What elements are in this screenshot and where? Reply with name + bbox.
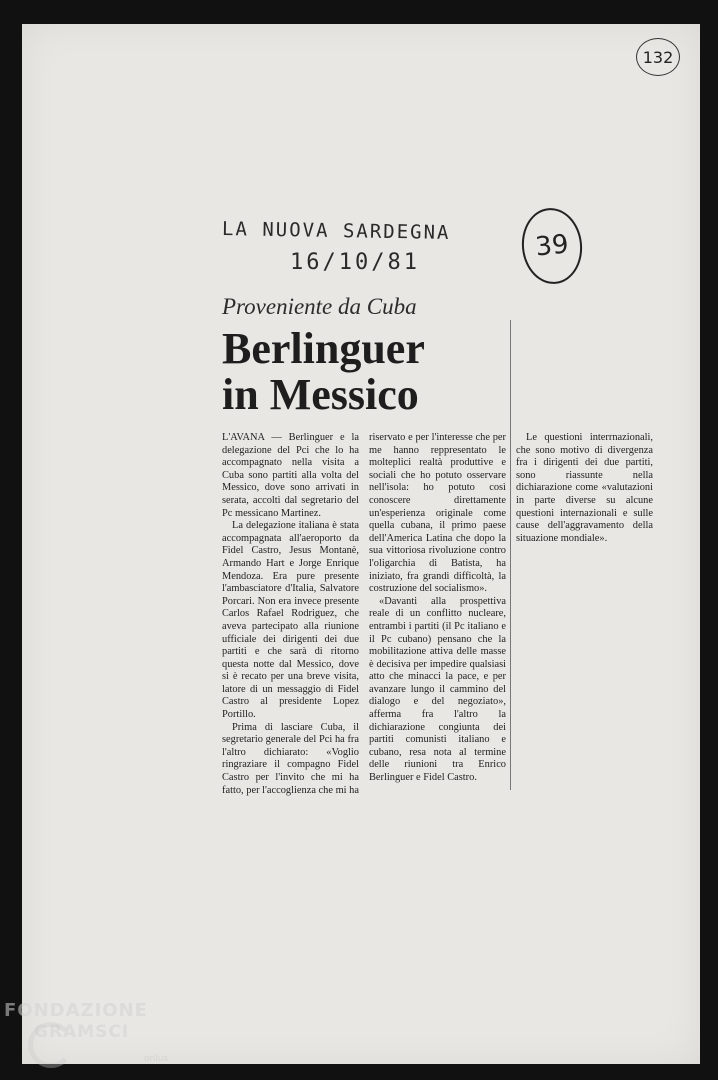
archive-number: 132 [636,38,680,76]
article-paragraph: Le questioni interrnazionali, che sono motivo di divergenza fra i dirigenti dei due partiti, sono riassunte nella dichiarazione come «valutazioni in parte diverse su alcune questioni internazionali e sulle cause dell'aggravamento della situazione mondiale». [516,432,653,544]
watermark-line-1: FONDAZIONE [4,1000,148,1021]
article-paragraph: «Davanti alla prospettiva reale di un conflitto nucleare, entrambi i partiti (il Pc italiano e il Pc cubano) pensano che la mobilitazione attiva delle masse è decisiva per impedire qualsiasi atto che minacci la pace, e per avanzare lungo il cammino del dialogo e del negoziato», afferma fra l'altro la dichiarazione congiunta dei partiti comunisti italiano e cubano, resa nota al termine delle riunioni tra Enrico Berlinguer e Fidel Castro. [369,595,506,784]
article-body [222,432,653,804]
column-rule [510,320,511,790]
fondazione-gramsci-watermark [4,1002,148,1041]
headline-line-1: Berlinguer [222,324,425,373]
watermark-suffix: onlus [144,1054,169,1064]
handwritten-source-date: 16/10/81 [290,250,420,275]
newspaper-clipping-sheet [22,24,700,1064]
article-headline [222,326,425,418]
watermark-line-2: GRAMSCI [34,1022,130,1042]
headline-line-2: in Messico [222,370,419,419]
handwritten-source-name: LA NUOVA SARDEGNA [221,218,451,244]
article-kicker: Proveniente da Cuba [222,294,417,319]
page-number: 39 [518,205,586,287]
gramsci-logo-icon [28,1022,74,1068]
article-paragraph: La delegazione italiana è stata accompagnata all'aeroporto da Fidel Castro, Jesus Montanè, Armando Hart e Jorge Enrique Mendoza. Era pure presente l'ambasciatore d'Italia, Salvatore Porcari. Non era invece presente Carlos Rafael Rodriguez, che aveva partecipato alla riunione ufficiale dei dirigenti dei due partiti e che sarà di ritorno questa notte dal Messico, dove si è recato per una breve visita, latore di un messaggio di Fidel Castro al presidente Lopez Portillo. [222,520,359,721]
article-paragraph: L'AVANA — Berlinguer e la delegazione del Pci che lo ha accompagnato nella visita a Cuba sono partiti alla volta del Messico, dove sono arrivati in serata, accolti dal segretario del Pc messicano Martinez. [222,432,359,519]
article-paragraph: Prima di lasciare Cuba, il segretario generale del Pci ha fra l'altro dichiarato: «Voglio ringraziare il compagno Fidel Castro per l'invito che mi ha fatto, per l'accoglienza che mi ha riservato e per l'interesse che per me hanno reppresentato le molteplici realtà produttive e sociali che ho potuto osservare nell'isola: ho potuto così conoscere direttamente un'esperienza originale come quella cubana, il primo paese dell'America Latina che dopo la sua vittoriosa rivoluzione contro l'oligarchia di Batista, ha iniziato, fra grandi difficoltà, la costruzione del socialismo». [222,432,506,796]
